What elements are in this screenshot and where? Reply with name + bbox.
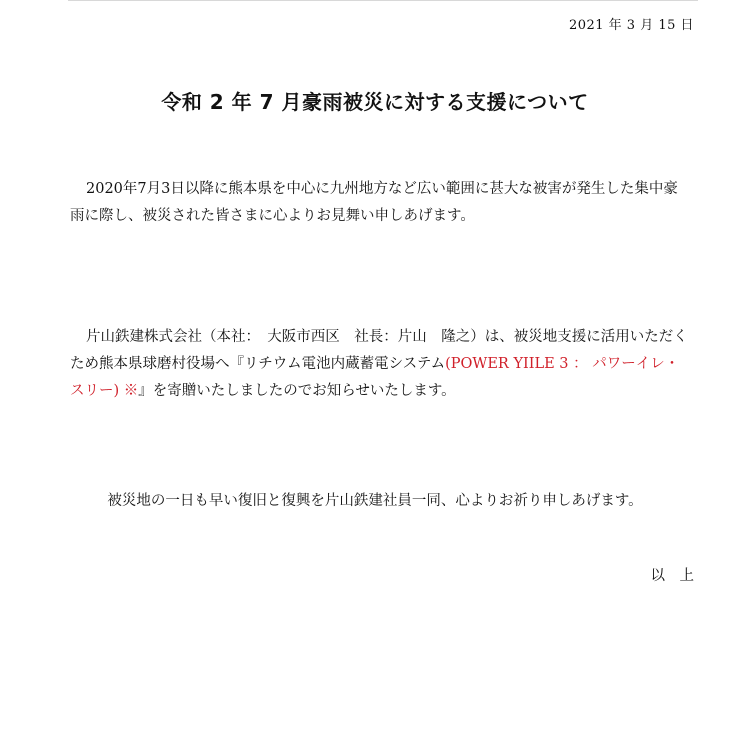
paragraph-donation [70, 324, 690, 405]
paragraph-condolence: 2020年7月3日以降に熊本県を中心に九州地方など広い範囲に甚大な被害が発生した集中豪雨に際し、被災された皆さまに心よりお見舞い申しあげます。 [70, 181, 678, 224]
top-border-rule [68, 0, 698, 1]
donation-tail-text: 』を寄贈いたしましたのでお知らせいたします。 [138, 383, 456, 399]
document-title: 令和 2 年 7 月豪雨被災に対する支援について [161, 90, 589, 114]
paragraph-prayer: 被災地の一日も早い復旧と復興を片山鉄建社員一同、心よりお祈り申しあげます。 [107, 493, 643, 509]
closing-mark: 以 上 [650, 568, 694, 584]
donation-lead-text: 片山鉄建株式会社（本社： 大阪市西区 社長：片山 隆之）は、被災地支援に活用いただくため熊本県球磨村役場へ『リチウム電池内蔵蓄電システム [70, 329, 688, 372]
product-name-highlight: (POWER YIILE 3 ： パワーイレ・スリー) ※ [70, 356, 680, 399]
document-date: 2021 年 3 月 15 日 [568, 18, 694, 33]
